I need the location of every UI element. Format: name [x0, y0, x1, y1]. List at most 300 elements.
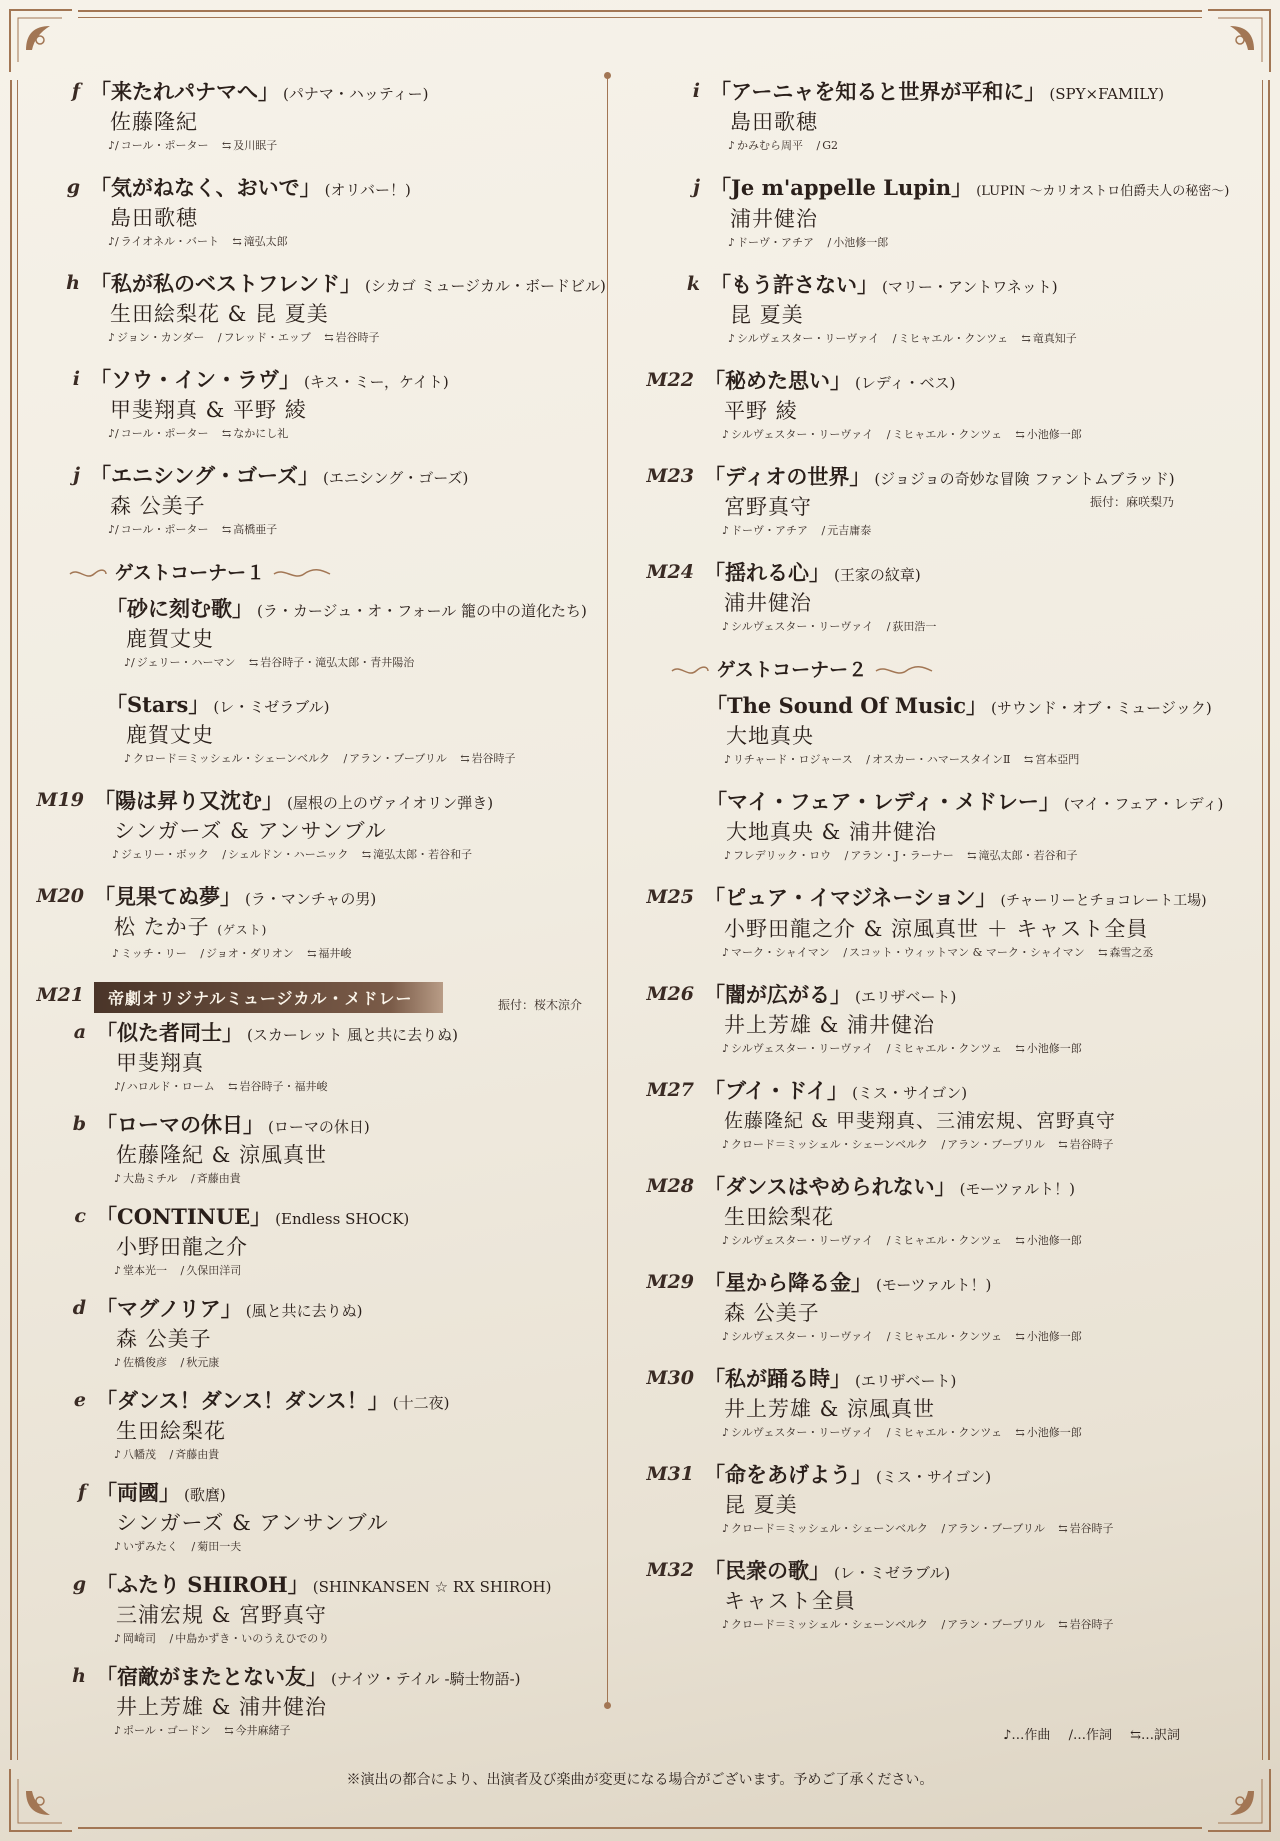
credit-symbol-icon: / [886, 620, 891, 633]
credit [228, 1080, 327, 1093]
credit-name: 久保田洋司 [186, 1264, 242, 1277]
flourish-icon [874, 664, 934, 678]
credit-name: アラン・ブーブリル [947, 1138, 1045, 1151]
song-entry [706, 692, 1212, 768]
song-title-line [704, 1173, 1180, 1203]
credit-name: シルヴェスター・リーヴァイ [731, 428, 874, 441]
song-source: (レディ・ベス) [855, 374, 956, 392]
song-number: M32 [646, 1559, 694, 1581]
credit-name: 八幡茂 [123, 1448, 157, 1461]
credit [887, 1234, 1002, 1247]
credit-symbol-icon: ⇆ [222, 139, 232, 152]
credit-symbol-icon: / [886, 1330, 891, 1343]
song-entry [72, 1295, 600, 1371]
credits [114, 1078, 600, 1095]
song-title: 「気がねなく、おいで」 [90, 175, 321, 200]
credit [108, 139, 209, 152]
choreographer: 振付：桜木涼介 [498, 998, 583, 1012]
song-title-line [704, 463, 1180, 493]
performer: 昆 夏美 [730, 303, 804, 327]
credit-symbol-icon: ♪ [114, 1448, 122, 1461]
credit-symbol-icon: ♪ [112, 848, 120, 861]
performer: 小野田龍之介 [116, 1235, 248, 1259]
credit-symbol-icon: ⇆ [1058, 1138, 1068, 1151]
credits [728, 330, 1180, 347]
left-column [30, 78, 606, 1739]
song-entry [640, 1173, 1180, 1249]
guest-corner-heading [68, 558, 600, 585]
song-source: (モーツァルト！) [876, 1276, 992, 1294]
song-letter: e [73, 1389, 86, 1411]
credit-name: 及川眠子 [233, 139, 278, 152]
song-letter: j [73, 464, 80, 486]
credit-name: クロード＝ミッシェル・シェーンベルク [731, 1138, 928, 1151]
song-source: (ローマの休日) [268, 1118, 370, 1136]
credit-name: 岩谷時子 [335, 331, 380, 344]
song-title: 「エニシング・ゴーズ」 [90, 463, 320, 488]
credit-symbol-icon: ⇆ [460, 752, 470, 765]
song-source: (サウンド・オブ・ミュージック) [991, 699, 1212, 717]
song-source: (ラ・マンチャの男) [245, 890, 377, 908]
performer: 佐藤隆紀 [110, 110, 198, 134]
song-title: 「Je m'appelle Lupin」 [710, 175, 973, 200]
credits [722, 1040, 1180, 1057]
credit-symbol-icon: / [180, 1264, 185, 1277]
song-source: (マイ・フェア・レディ) [1063, 795, 1224, 813]
song-title-line [96, 1479, 600, 1509]
corner-ornament-icon [1204, 6, 1274, 76]
song-title: 「ローマの休日」 [96, 1112, 264, 1137]
credit [893, 332, 1008, 345]
song-letter: d [72, 1297, 86, 1319]
credit-name: ハロルド・ローム [126, 1080, 215, 1093]
credit-name: 滝弘太郎・若谷和子 [373, 848, 473, 861]
credits [724, 847, 1180, 864]
credit-symbol-icon: / [886, 1234, 891, 1247]
song-number: M20 [36, 885, 84, 907]
credits [108, 521, 600, 538]
bottom-border [78, 1827, 1202, 1829]
credit-name: ライオネル・バート [120, 235, 219, 248]
credit-symbol-icon: ⇆ [228, 1080, 238, 1093]
performer: 生田絵梨花 [116, 1419, 226, 1443]
song-letter: b [72, 1113, 86, 1135]
left-border-inner [17, 80, 18, 1760]
song-title-line [710, 271, 1180, 301]
credit [1058, 1618, 1113, 1631]
credit-symbol-icon: ♪ [722, 1330, 730, 1343]
credit [722, 1426, 873, 1439]
performer: 鹿賀丈史 [126, 723, 214, 747]
song-entry [640, 1557, 1180, 1633]
credit-symbol-icon: ♪ [722, 1618, 730, 1631]
song-letter: f [77, 1481, 86, 1503]
song-source: (ミス・サイゴン) [876, 1468, 992, 1486]
credit-name: アラン・ブーブリル [947, 1618, 1045, 1631]
credit [181, 1356, 220, 1369]
song-source: (レ・ミゼラブル) [834, 1564, 951, 1582]
song-title-line [96, 1295, 600, 1325]
credit-name: 岡崎司 [123, 1632, 157, 1645]
song-entry [73, 1019, 600, 1095]
song-title-line [106, 691, 600, 721]
credit-symbol-icon: ⇆ [1015, 428, 1025, 441]
credit-name: G2 [822, 139, 839, 152]
credits [112, 945, 600, 962]
credit-symbol-icon: ⇆ [1098, 946, 1108, 959]
credit-name: 斉藤由貴 [196, 1172, 241, 1185]
credits [728, 137, 1180, 154]
credit-name: ミヒャエル・クンツェ [892, 1042, 1002, 1055]
performer: 生田絵梨花 [724, 1205, 834, 1229]
credit-name: アラン・J・ラーナー [850, 849, 954, 862]
credit-symbol-icon: ♪ [722, 946, 730, 959]
song-source: (シカゴ ミュージカル・ボードビル) [365, 277, 606, 295]
right-border-inner [1262, 80, 1263, 1760]
credit-symbol-icon: ♪/ [108, 235, 119, 248]
credit-symbol-icon: / [941, 1522, 946, 1535]
credits [124, 654, 600, 671]
credits [112, 846, 600, 863]
credit-name: 元吉庸泰 [827, 524, 872, 537]
song-number: M23 [646, 465, 694, 487]
credit-symbol-icon: / [180, 1356, 185, 1369]
credit-symbol-icon: ♪/ [108, 427, 119, 440]
credit-symbol-icon: ♪ [722, 1426, 730, 1439]
song-number: M30 [646, 1367, 694, 1389]
credits [728, 234, 1180, 251]
credits [114, 1354, 600, 1371]
credit-symbol-icon: ♪ [728, 332, 736, 345]
song-title: 「民衆の歌」 [704, 1558, 830, 1583]
credit-name: 岩谷時子・福井峻 [239, 1080, 328, 1093]
credits [114, 1170, 600, 1187]
song-letter: h [72, 1665, 86, 1687]
credit [222, 427, 288, 440]
song-letter: f [71, 80, 80, 102]
credit [722, 1042, 873, 1055]
song-entry [686, 271, 1180, 347]
song-title-line [704, 1269, 1180, 1299]
credits [722, 1136, 1180, 1153]
credit [112, 848, 209, 861]
credit [108, 523, 209, 536]
song-entry [640, 1269, 1180, 1345]
credits [108, 425, 600, 442]
song-title-line [704, 884, 1207, 915]
performer-line [114, 913, 600, 945]
credit-symbol-icon: ♪ [722, 1042, 730, 1055]
credit-symbol-icon: ⇆ [1015, 1042, 1025, 1055]
song-title: 「アーニャを知ると世界が平和に」 [710, 79, 1046, 104]
song-number: M29 [646, 1271, 694, 1293]
credit-symbol-icon: ♪ [722, 1234, 730, 1247]
song-title: 「似た者同士」 [96, 1020, 243, 1045]
credit-symbol-icon: ♪ [728, 139, 736, 152]
credit [817, 139, 839, 152]
credit [941, 1138, 1044, 1151]
credit [722, 1234, 873, 1247]
credit [728, 332, 879, 345]
song-letter: j [693, 176, 700, 198]
song-title-line [710, 78, 1180, 108]
credit [170, 1632, 330, 1645]
song-entry [72, 366, 600, 442]
credits [722, 426, 1180, 443]
credit [722, 946, 830, 959]
song-title-line [90, 270, 606, 300]
credit [724, 849, 831, 862]
credit-symbol-icon: ⇆ [967, 849, 977, 862]
credits [722, 1616, 1180, 1633]
credit-symbol-icon: / [886, 1042, 891, 1055]
song-title: 「闇が広がる」 [704, 982, 851, 1007]
credit-symbol-icon: ⇆ [1015, 1426, 1025, 1439]
credit-symbol-icon: / [190, 1172, 195, 1185]
song-entry [66, 174, 600, 250]
credit-symbol-icon: ⇆ [361, 848, 372, 861]
legend-lyrics: /…作詞 [1068, 1728, 1112, 1743]
song-number: M19 [36, 789, 84, 811]
performer: 平野 綾 [724, 399, 798, 423]
song-title-line [96, 1387, 600, 1417]
song-entry [77, 1479, 600, 1555]
credit-symbol-icon: ♪/ [108, 523, 119, 536]
credit [114, 1172, 177, 1185]
credit [108, 331, 204, 344]
performer: 甲斐翔真 & 平野 綾 [110, 398, 307, 422]
performer: 浦井健治 [724, 591, 812, 615]
credits [722, 1328, 1180, 1345]
credits [722, 1424, 1180, 1441]
credit [114, 1724, 211, 1737]
performer: 佐藤隆紀 & 涼風真世 [116, 1143, 328, 1167]
credit [232, 235, 287, 248]
credits [722, 1520, 1180, 1537]
song-entry [73, 462, 600, 538]
song-number: M28 [646, 1175, 694, 1197]
song-letter: g [72, 1573, 86, 1595]
credit [460, 752, 515, 765]
credit-symbol-icon: ⇆ [1024, 753, 1034, 766]
song-number: M27 [646, 1079, 694, 1101]
credit-symbol-icon: / [816, 139, 821, 152]
credit-symbol-icon: ♪ [114, 1264, 122, 1277]
song-entry [640, 367, 1180, 443]
performer: 大地真央 [726, 724, 814, 748]
credit-symbol-icon: ⇆ [1058, 1522, 1068, 1535]
song-letter: h [66, 272, 80, 294]
song-entry [640, 1077, 1180, 1153]
credit-name: 岩谷時子 [1069, 1522, 1114, 1535]
song-title-line [90, 366, 600, 396]
credit-symbol-icon: ⇆ [224, 1724, 234, 1737]
song-title-line [94, 787, 600, 817]
performer: 大地真央 & 浦井健治 [726, 820, 938, 844]
credit-symbol-icon: / [217, 331, 222, 344]
credit-name: 秋元康 [186, 1356, 220, 1369]
credit-symbol-icon: ♪ [724, 849, 732, 862]
song-title: 「The Sound Of Music」 [706, 693, 988, 718]
song-source: (レ・ミゼラブル) [213, 698, 330, 716]
credit-symbol-icon: ♪ [114, 1540, 122, 1553]
credits [108, 137, 600, 154]
legend-music: ♪…作曲 [1003, 1728, 1051, 1743]
credit-symbol-icon: ⇆ [222, 523, 232, 536]
song-title: 「マイ・フェア・レディ・メドレー」 [706, 789, 1060, 814]
credit-symbol-icon: / [827, 236, 832, 249]
credit-name: 岩谷時子 [471, 752, 516, 765]
song-title-line [94, 883, 600, 913]
song-title: 「ブイ・ドイ」 [704, 1078, 849, 1103]
song-title-line [704, 559, 1180, 589]
credit [108, 235, 219, 248]
credit-name: シルヴェスター・リーヴァイ [731, 1426, 874, 1439]
credit-symbol-icon: ♪ [114, 1632, 122, 1645]
credit-name: 大島ミチル [123, 1172, 178, 1185]
credit-symbol-icon: / [821, 524, 826, 537]
credit [887, 1330, 1002, 1343]
credit [114, 1356, 167, 1369]
guest-corner-title: ゲストコーナー１ [114, 562, 266, 584]
credit [108, 427, 209, 440]
song-source: (マリー・アントワネット) [882, 278, 1058, 296]
credit-name: 今井麻緒子 [235, 1724, 291, 1737]
credit [1016, 1234, 1082, 1247]
credit-symbol-icon: ⇆ [1015, 1330, 1025, 1343]
credit [1058, 1138, 1113, 1151]
song-title-line [704, 981, 1180, 1011]
song-number: M31 [646, 1463, 694, 1485]
credit-name: ジョン・カンダー [117, 331, 205, 344]
credit [324, 331, 379, 344]
credit-name: 小池修一郎 [833, 236, 889, 249]
song-source: (屋根の上のヴァイオリン弾き) [287, 794, 494, 812]
credit-symbol-icon: ⇆ [307, 947, 317, 960]
song-source: (SPY×FAMILY) [1049, 85, 1165, 103]
credit [1016, 1330, 1082, 1343]
song-title: 「陽は昇り又沈む」 [94, 788, 283, 813]
song-title-line [710, 174, 1230, 205]
song-entry [640, 1365, 1180, 1441]
credit-symbol-icon: ♪/ [108, 139, 119, 152]
song-title: 「もう許さない」 [710, 272, 878, 297]
credits [114, 1446, 600, 1463]
song-entry [106, 595, 600, 671]
credit-symbol-icon: ♪ [722, 1138, 730, 1151]
flourish-icon [670, 664, 710, 678]
credit-legend [989, 1724, 1180, 1743]
credit-name: シェルドン・ハーニック [228, 848, 349, 861]
credit [1024, 753, 1079, 766]
credit [828, 236, 889, 249]
credit [192, 1540, 242, 1553]
credit-name: 森雪之丞 [1109, 946, 1154, 959]
credit-name: ジェリー・ハーマン [136, 656, 236, 669]
credit-symbol-icon: ♪ [728, 236, 736, 249]
credits [124, 750, 600, 767]
song-entry [692, 78, 1180, 154]
song-source: (LUPIN 〜カリオストロ伯爵夫人の秘密〜) [976, 184, 1230, 199]
credit-name: いずみたく [123, 1540, 179, 1553]
credit [887, 1042, 1002, 1055]
credit [307, 947, 351, 960]
song-entry [71, 78, 600, 154]
song-title-line [106, 595, 600, 625]
song-entry [106, 691, 600, 767]
song-letter: k [686, 273, 700, 295]
credit [722, 620, 873, 633]
credit [722, 524, 808, 537]
credit-name: 小池修一郎 [1026, 1426, 1082, 1439]
song-title: 「揺れる心」 [704, 560, 830, 585]
credit [722, 1330, 873, 1343]
credit-name: シルヴェスター・リーヴァイ [731, 620, 874, 633]
song-title-line [704, 1077, 1180, 1107]
song-title-line [96, 1663, 600, 1693]
song-title-line [96, 1571, 600, 1601]
song-title-line [704, 367, 1180, 397]
credit-symbol-icon: ♪ [724, 753, 732, 766]
song-source: (Endless SHOCK) [275, 1210, 410, 1228]
song-title-line [706, 692, 1212, 722]
song-entry [72, 1571, 600, 1647]
credit [222, 139, 277, 152]
performer: 井上芳雄 & 浦井健治 [116, 1695, 328, 1719]
guest-corner-title: ゲストコーナー２ [716, 659, 868, 681]
credit-name: シルヴェスター・リーヴァイ [731, 1234, 874, 1247]
credit [191, 1172, 241, 1185]
song-entry [30, 787, 600, 863]
performer: 井上芳雄 & 涼風真世 [724, 1397, 936, 1421]
credit-name: 荻田浩一 [892, 620, 937, 633]
credit [722, 1522, 928, 1535]
credit-name: ミヒャエル・クンツェ [892, 1234, 1002, 1247]
credit-symbol-icon: / [191, 1540, 196, 1553]
song-entry [72, 1663, 600, 1739]
credit-name: ドーヴ・アチア [731, 524, 809, 537]
performer: 佐藤隆紀 & 甲斐翔真、三浦宏規、宮野真守 [724, 1110, 1116, 1132]
credit-name: クロード＝ミッシェル・シェーンベルク [133, 752, 330, 765]
credit-symbol-icon: / [169, 1632, 174, 1645]
flourish-icon [68, 567, 108, 581]
credit-symbol-icon: ♪ [114, 1724, 122, 1737]
credit [114, 1264, 167, 1277]
credit-name: クロード＝ミッシェル・シェーンベルク [731, 1522, 928, 1535]
song-number: M21 [36, 984, 84, 1006]
guest-corner-heading [670, 655, 1180, 682]
credit-name: フレデリック・ロウ [733, 849, 832, 862]
song-title: 「私が踊る時」 [704, 1366, 851, 1391]
credits [722, 1232, 1180, 1249]
song-letter: a [73, 1021, 86, 1043]
credit [941, 1522, 1044, 1535]
performer: シンガーズ & アンサンブル [114, 819, 387, 843]
credit [1058, 1522, 1113, 1535]
song-title: 「私が私のベストフレンド」 [90, 271, 362, 296]
song-title: 「ふたり SHIROH」 [96, 1572, 309, 1597]
song-title-line [96, 1111, 600, 1141]
flourish-icon [272, 567, 332, 581]
credit [343, 752, 446, 765]
left-border [10, 80, 12, 1760]
credit-symbol-icon: ⇆ [324, 331, 334, 344]
performer: シンガーズ & アンサンブル [116, 1511, 389, 1535]
song-title: 「見果てぬ夢」 [94, 884, 241, 909]
credit-name: ミヒャエル・クンツェ [892, 1330, 1002, 1343]
song-number: M25 [646, 886, 694, 908]
credit-symbol-icon: / [169, 1448, 174, 1461]
